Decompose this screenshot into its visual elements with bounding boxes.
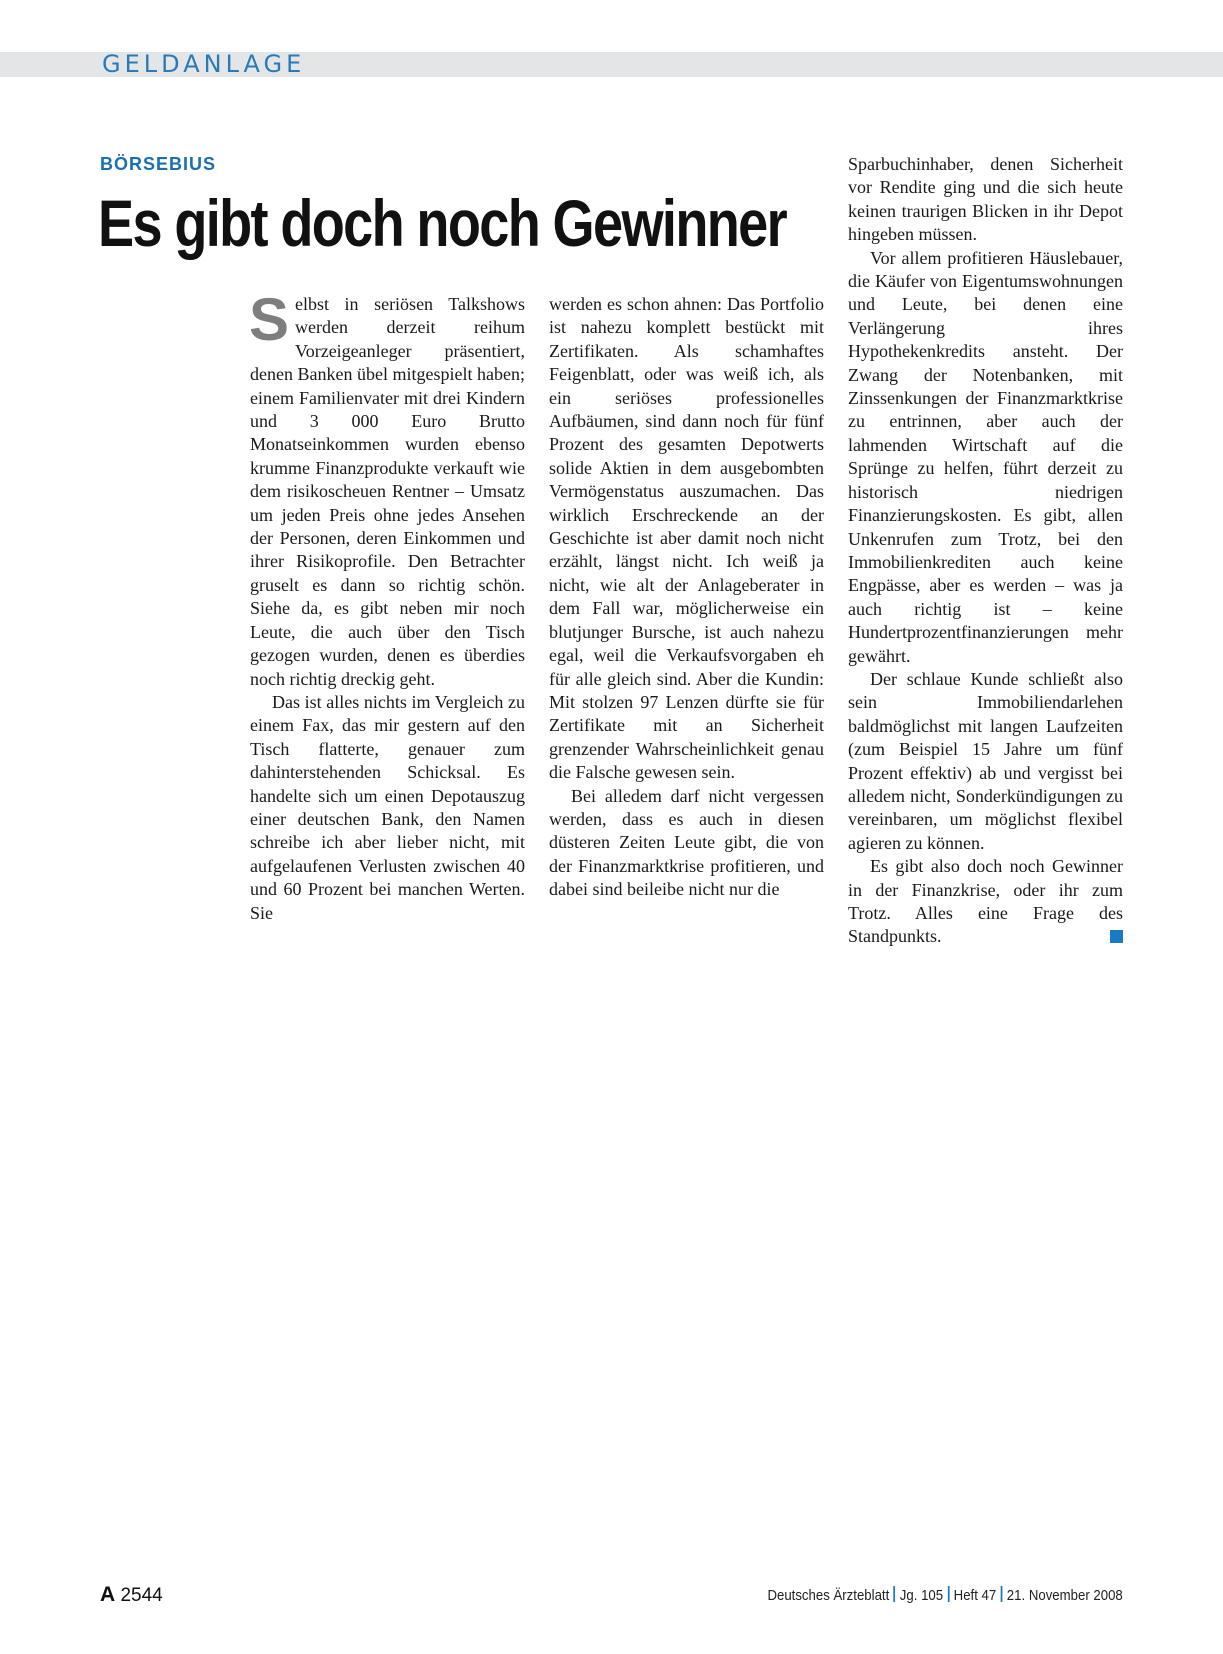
paragraph: Vor allem profitieren Häuslebauer, die Käufer von Eigentumswohnungen und Leute, bei denen eine Verlängerung ihres Hypothekenkredits ansteht. Der Zwang der Notenbanken, mit Zinssenkungen der Finanzmarktkrise zu entrinnen, aber auch der lahmenden Wirtschaft auf die Sprünge zu helfen, führt derzeit zu historisch niedrigen Finanzierungskosten. Es gibt, allen Unkenrufen zum Trotz, bei den Immobilienkrediten auch keine Engpässe, aber es werden – was ja auch richtig ist – keine Hundertprozentfinanzierungen mehr gewährt.: [848, 247, 1123, 666]
article-column-1: [249, 286, 525, 925]
article-column-2: [549, 293, 824, 902]
section-label: GELDANLAGE: [102, 50, 306, 78]
paragraph: Das ist alles nichts im Vergleich zu einem Fax, das mir gestern auf den Tisch flatterte, genauer zum dahinterstehenden Schicksal. Es handelte sich um einen Depotauszug einer deutschen Bank, den Namen schreibe ich aber lieber nicht, mit aufgelaufenen Verlusten zwischen 40 und 60 Prozent bei manchen Werten. Sie: [250, 691, 525, 923]
article-column-3: [848, 153, 1123, 949]
paragraph: Sparbuchinhaber, denen Sicherheit vor Rendite ging und die sich heute keinen traurigen Blicken in ihr Depot hingeben müssen.: [848, 154, 1123, 245]
journal-name: Deutsches Ärzteblatt: [767, 1587, 890, 1604]
article-kicker: BÖRSEBIUS: [100, 154, 217, 174]
separator: [948, 1586, 950, 1602]
journal-issue: Heft 47: [953, 1587, 997, 1604]
page-number: [100, 1583, 163, 1607]
end-mark-icon: [1110, 930, 1123, 943]
separator: [894, 1586, 896, 1602]
journal-date: 21. November 2008: [1007, 1587, 1123, 1604]
paragraph-text: elbst in seriösen Talkshows werden derzeit reihum Vorzeigeanleger präsentiert, denen Banken übel mitgespielt haben; einem Familienvater mit drei Kindern und 3 000 Euro Brutto Monatseinkommen wurden ebenso krumme Finanzprodukte verkauft wie dem risikoscheuen Rentner – Umsatz um jeden Preis ohne jedes Ansehen der Personen, deren Einkommen und ihrer Risikoprofile. Den Betrachter gruselt es dann so richtig schön. Siehe da, es gibt neben mir noch Leute, die auch über den Tisch gezogen wurden, denen es überdies noch richtig dreckig geht.: [250, 294, 525, 689]
page-number-value: 2544: [120, 1585, 163, 1606]
paragraph: [249, 286, 525, 691]
paragraph: [848, 855, 1123, 949]
paragraph: Bei alledem darf nicht vergessen werden, dass es auch in diesen düsteren Zeiten Leute gibt, die von der Finanzmarktkrise profitieren, und dabei sind beileibe nicht nur die: [549, 785, 824, 900]
article-title: Es gibt doch noch Gewinner: [98, 186, 787, 260]
paragraph-text: Es gibt also doch noch Gewinner in der Finanzkrise, oder ihr zum Trotz. Alles eine Frage des Standpunkts.: [848, 856, 1123, 947]
drop-cap: S: [249, 286, 290, 353]
paragraph: Der schlaue Kunde schließt also sein Immobiliendarlehen baldmöglichst mit langen Laufzeiten (zum Beispiel 15 Jahre um fünf Prozent effektiv) ab und vergisst bei alledem nicht, Sonderkündigungen zu vereinbaren, um möglichst flexibel agieren zu können.: [848, 668, 1123, 853]
paragraph: werden es schon ahnen: Das Portfolio ist nahezu komplett bestückt mit Zertifikaten. Als schamhaftes Feigenblatt, oder was weiß ich, als ein seriöses professionelles Aufbäumen, sind dann noch für fünf Prozent des gesamten Depotwerts solide Aktien in dem ausgebombten Vermögenstatus auszumachen. Das wirklich Erschreckende an der Geschichte ist aber damit noch nicht erzählt, längst nicht. Ich weiß ja nicht, wie alt der Anlageberater in dem Fall war, möglicherweise ein blutjunger Bursche, ist auch nahezu egal, weil die Verkaufsvorgaben eh für alle gleich sind. Aber die Kundin: Mit stolzen 97 Lenzen dürfte sie für Zertifikate mit an Sicherheit grenzender Wahrscheinlichkeit genau die Falsche gewesen sein.: [549, 294, 824, 783]
page-prefix: A: [100, 1583, 116, 1606]
journal-citation: [768, 1586, 1123, 1604]
journal-volume: Jg. 105: [900, 1587, 944, 1604]
separator: [1001, 1586, 1003, 1602]
